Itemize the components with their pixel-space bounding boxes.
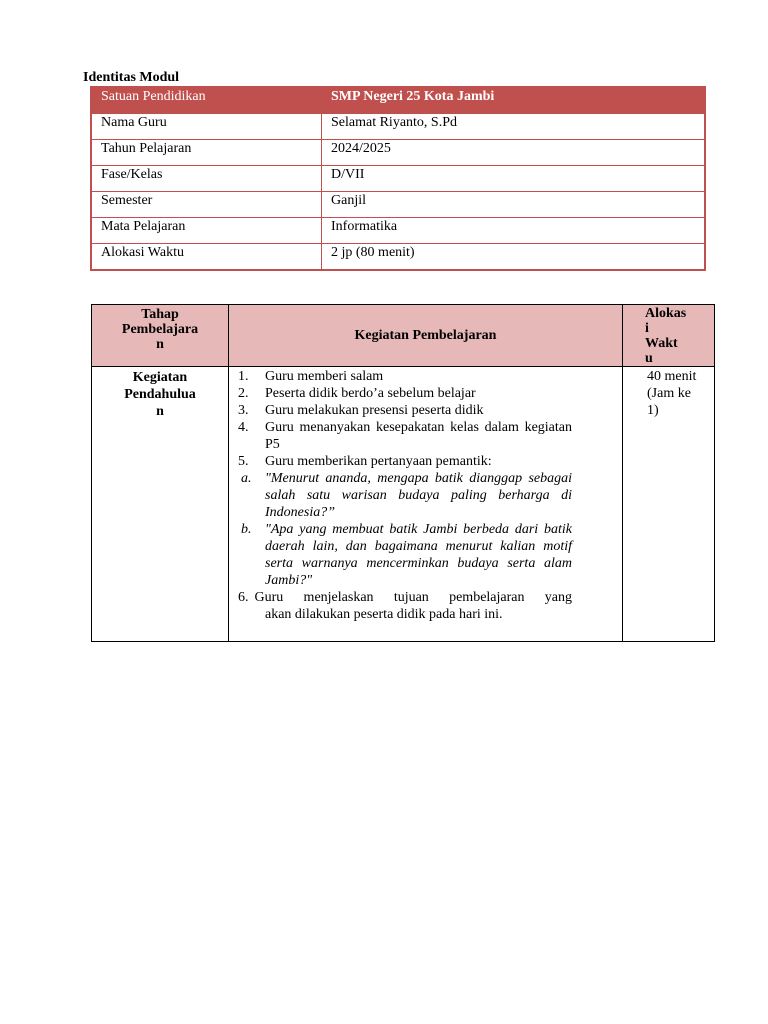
list-item: 2. Peserta didik berdo’a sebelum belajar <box>238 386 476 401</box>
identity-value: SMP Negeri 25 Kota Jambi <box>322 87 706 114</box>
list-item: 6. Guru menjelaskan tujuan pembelajaran yang akan dilakukan peserta didik pada hari ini. <box>238 590 572 622</box>
header-stage: Tahap Pembelajara n <box>92 305 229 367</box>
identity-row-subject <box>91 218 705 244</box>
identity-value: 2024/2025 <box>322 140 706 166</box>
activities-list <box>229 367 623 642</box>
identity-value: 2 jp (80 menit) <box>322 244 706 271</box>
list-item: 4. Guru menanyakan kesepakatan kelas dalam kegiatan P5 <box>238 420 572 452</box>
identity-label: Semester <box>91 192 322 218</box>
list-item: 3. Guru melakukan presensi peserta didik <box>238 403 484 418</box>
identity-row-school <box>91 87 705 114</box>
identity-label: Mata Pelajaran <box>91 218 322 244</box>
module-identity-heading: Identitas Modul <box>83 70 180 85</box>
list-subitem: b. "Apa yang membuat batik Jambi berbeda dari batik daerah lain, dan bagaimana menurut kalian motif serta warnanya mencerminkan budaya serta alam Jambi?" <box>241 522 572 588</box>
learning-activities-table <box>91 304 715 642</box>
identity-row-class <box>91 166 705 192</box>
list-item: 5. Guru memberikan pertanyaan pemantik: <box>238 454 492 469</box>
list-subitem: a. "Menurut ananda, mengapa batik dianggap sebagai salah satu warisan budaya paling berharga di Indonesia?” <box>241 471 572 520</box>
identity-value: Selamat Riyanto, S.Pd <box>322 114 706 140</box>
identity-label: Fase/Kelas <box>91 166 322 192</box>
identity-row-semester <box>91 192 705 218</box>
activities-row-intro <box>92 367 715 642</box>
time-allocation-cell: 40 menit (Jam ke 1) <box>623 367 715 642</box>
list-item: 1. Guru memberi salam <box>238 369 384 384</box>
identity-value: Informatika <box>322 218 706 244</box>
identity-row-teacher <box>91 114 705 140</box>
identity-value: Ganjil <box>322 192 706 218</box>
identity-value: D/VII <box>322 166 706 192</box>
identity-row-time <box>91 244 705 271</box>
header-activities: Kegiatan Pembelajaran <box>229 305 623 367</box>
identity-label: Tahun Pelajaran <box>91 140 322 166</box>
header-time-allocation: Alokas i Wakt u <box>623 305 715 367</box>
activities-header-row <box>92 305 715 367</box>
identity-row-year <box>91 140 705 166</box>
stage-cell: Kegiatan Pendahulua n <box>92 367 229 642</box>
identity-label: Alokasi Waktu <box>91 244 322 271</box>
module-identity-table <box>90 86 706 271</box>
identity-label: Nama Guru <box>91 114 322 140</box>
identity-label: Satuan Pendidikan <box>91 87 322 114</box>
